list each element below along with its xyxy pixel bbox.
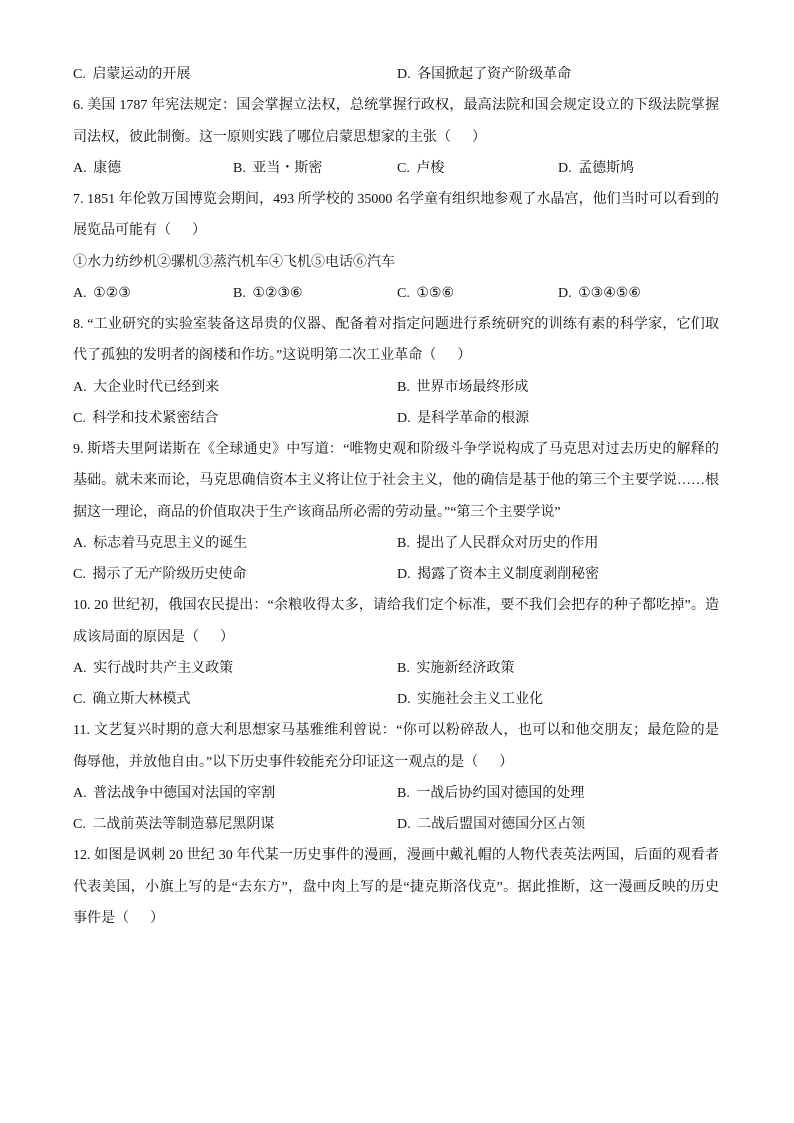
option-label: A. <box>73 379 87 395</box>
option-text: 实施新经济政策 <box>416 660 515 676</box>
question-12-number: 12. <box>73 848 91 864</box>
option-label: A. <box>73 660 87 676</box>
question-8-stem-line-1 <box>73 309 719 340</box>
option-label: A. <box>73 535 87 551</box>
option-text: ①③④⑤⑥ <box>578 285 641 301</box>
option-text: 二战前英法等制造慕尼黑阴谋 <box>92 817 275 832</box>
question-12-stem-text: 如图是讽刺 20 世纪 30 年代某一历史事件的漫画，漫画中戴礼帽的人物代表英法两国，后面的观看者 <box>94 848 720 864</box>
question-9-stem-text: 基础。就未来而论，马克思确信资本主义将让位于社会主义，他的确信是基于他的第三个主要学说……根 <box>73 473 719 489</box>
option-text: ①⑤⑥ <box>416 285 454 301</box>
question-12-stem-text: 代表美国，小旗上写的是“去东方”，盘中肉上写的是“捷克斯洛伐克”。据此推断，这一漫画反映的历史 <box>73 879 719 895</box>
question-8-stem-text: “工业研究的实验室装备这昂贵的仪器、配备着对指定问题进行系统研究的训练有素的科学家，它们取 <box>87 317 719 332</box>
option-text: 世界市场最终形成 <box>416 379 529 395</box>
option-a <box>73 653 233 684</box>
option-label: D. <box>397 567 411 582</box>
option-b <box>233 153 322 184</box>
question-10-stem-text: 20 世纪初，俄国农民提出：“余粮收得太多，请给我们定个标准，要不我们会把存的种子都吃掉”。造 <box>94 598 720 614</box>
question-11-options-row-2 <box>73 809 719 840</box>
question-9-number: 9. <box>73 442 84 457</box>
option-label: D. <box>397 817 411 832</box>
option-d <box>397 403 529 434</box>
question-11-stem-text: 文艺复兴时期的意大利思想家马基雅维利曾说：“你可以粉碎敌人，也可以和他交朋友；最危险的是 <box>93 723 720 739</box>
option-text: 是科学革命的根源 <box>417 410 530 426</box>
question-7-items <box>73 247 719 278</box>
option-text: 亚当・斯密 <box>252 160 323 176</box>
option-d <box>558 278 641 309</box>
question-9-stem-text: 据这一理论，商品的价值取决于生产该商品所必需的劳动量。”“第三个主要学说” <box>73 504 561 520</box>
question-9-stem-line-2 <box>73 465 719 496</box>
question-list <box>73 59 719 934</box>
option-label: B. <box>233 160 246 176</box>
question-10-options-row-1 <box>73 653 719 684</box>
question-11-options-row-1 <box>73 778 719 809</box>
question-8-options-row-1 <box>73 372 719 403</box>
question-6-stem-text: 美国 1787 年宪法规定：国会掌握立法权，总统掌握行政权，最高法院和国会规定设立的下级法院掌握 <box>87 98 720 114</box>
option-text: 标志着马克思主义的诞生 <box>93 535 248 551</box>
option-c <box>397 153 444 184</box>
option-label: B. <box>397 785 410 801</box>
option-label: D. <box>397 692 411 707</box>
option-text: 实施社会主义工业化 <box>417 692 544 707</box>
question-9-options-row-1 <box>73 528 719 559</box>
option-label: A. <box>73 785 87 801</box>
option-c <box>73 59 190 90</box>
question-12-stem-line-3 <box>73 903 719 934</box>
question-11-stem-line-1 <box>73 715 719 746</box>
option-label: A. <box>73 160 87 176</box>
option-d <box>558 153 634 184</box>
question-10-stem-text: 成该局面的原因是（ ） <box>73 629 234 645</box>
question-11-stem-text: 侮辱他，并放他自由。”以下历史事件较能充分印证这一观点的是（ ） <box>73 754 514 770</box>
question-10-number: 10. <box>73 598 91 614</box>
option-label: C. <box>397 160 410 176</box>
option-a <box>73 372 219 403</box>
option-label: D. <box>558 160 572 176</box>
option-label: B. <box>397 660 410 676</box>
option-label: C. <box>73 567 86 582</box>
question-6-stem-line-1 <box>73 90 719 121</box>
question-12-stem-line-1 <box>73 840 719 871</box>
option-label: C. <box>397 285 410 301</box>
option-text: 科学和技术紧密结合 <box>92 410 219 426</box>
question-6-options-row <box>73 153 719 184</box>
option-text: 大企业时代已经到来 <box>93 379 220 395</box>
option-c <box>73 403 218 434</box>
option-a <box>73 778 275 809</box>
question-11-number: 11. <box>73 723 90 739</box>
option-text: ①②③⑥ <box>252 285 303 301</box>
option-text: 揭露了资本主义制度剥削秘密 <box>417 567 600 582</box>
option-d <box>397 684 543 715</box>
option-text: 康德 <box>93 160 122 176</box>
option-text: 启蒙运动的开展 <box>92 67 191 82</box>
option-label: C. <box>73 692 86 707</box>
option-text: 孟德斯鸠 <box>578 160 635 176</box>
question-8-stem-line-2 <box>73 340 719 371</box>
question-10-stem-line-1 <box>73 590 719 621</box>
option-b <box>397 778 584 809</box>
option-d <box>397 559 599 590</box>
option-text: ①②③ <box>93 285 131 301</box>
question-7-stem-text: 1851 年伦敦万国博览会期间，493 所学校的 35000 名学童有组织地参观了水晶宫，他们当时可以看到的 <box>87 192 720 207</box>
question-9-stem-text: 斯塔夫里阿诺斯在《全球通史》中写道：“唯物史观和阶级斗争学说构成了马克思对过去历史的解释的 <box>87 442 719 457</box>
question-7-stem-line-1 <box>73 184 719 215</box>
question-6-stem-line-2 <box>73 122 719 153</box>
question-9-options-row-2 <box>73 559 719 590</box>
option-a <box>73 153 121 184</box>
option-c <box>73 809 274 840</box>
question-12-stem-text: 事件是（ ） <box>73 910 164 926</box>
option-text: 实行战时共产主义政策 <box>93 660 234 676</box>
option-label: C. <box>73 817 86 832</box>
question-9-stem-line-1 <box>73 434 719 465</box>
question-9-stem-line-3 <box>73 497 719 528</box>
option-label: D. <box>397 410 411 426</box>
option-a <box>73 278 131 309</box>
question-8-options-row-2 <box>73 403 719 434</box>
option-label: C. <box>73 67 86 82</box>
option-text: 提出了人民群众对历史的作用 <box>416 535 599 551</box>
question-8-number: 8. <box>73 317 84 332</box>
question-12-stem-line-2 <box>73 872 719 903</box>
option-b <box>397 372 528 403</box>
option-text: 二战后盟国对德国分区占领 <box>417 817 586 832</box>
option-label: A. <box>73 285 87 301</box>
option-label: C. <box>73 410 86 426</box>
option-label: B. <box>397 535 410 551</box>
question-7-items-text: ①水力纺纱机②骡机③蒸汽机车④飞机⑤电话⑥汽车 <box>73 254 395 270</box>
question-10-stem-line-2 <box>73 622 719 653</box>
question-7-stem-text: 展览品可能有（ ） <box>73 223 206 239</box>
option-label: B. <box>233 285 246 301</box>
option-text: 确立斯大林模式 <box>92 692 191 707</box>
option-text: 普法战争中德国对法国的宰割 <box>93 785 276 801</box>
option-d <box>397 59 571 90</box>
question-6-stem-text: 司法权，彼此制衡。这一原则实践了哪位启蒙思想家的主张（ ） <box>73 129 486 145</box>
question-5-options-row <box>73 59 719 90</box>
option-d <box>397 809 585 840</box>
option-text: 卢梭 <box>416 160 445 176</box>
question-7-number: 7. <box>73 192 84 207</box>
option-text: 一战后协约国对德国的处理 <box>416 785 585 801</box>
question-7-stem-line-2 <box>73 215 719 246</box>
option-b <box>397 528 598 559</box>
question-11-stem-line-2 <box>73 747 719 778</box>
option-text: 各国掀起了资产阶级革命 <box>417 67 572 82</box>
option-c <box>73 559 246 590</box>
option-b <box>233 278 303 309</box>
option-label: D. <box>397 67 411 82</box>
option-b <box>397 653 514 684</box>
option-label: B. <box>397 379 410 395</box>
question-6-number: 6. <box>73 98 84 114</box>
question-7-options-row <box>73 278 719 309</box>
question-10-options-row-2 <box>73 684 719 715</box>
option-a <box>73 528 247 559</box>
option-c <box>73 684 190 715</box>
option-label: D. <box>558 285 572 301</box>
option-text: 揭示了无产阶级历史使命 <box>92 567 247 582</box>
question-8-stem-text: 代了孤独的发明者的阁楼和作坊。”这说明第二次工业革命（ ） <box>73 348 472 364</box>
option-c <box>397 278 454 309</box>
